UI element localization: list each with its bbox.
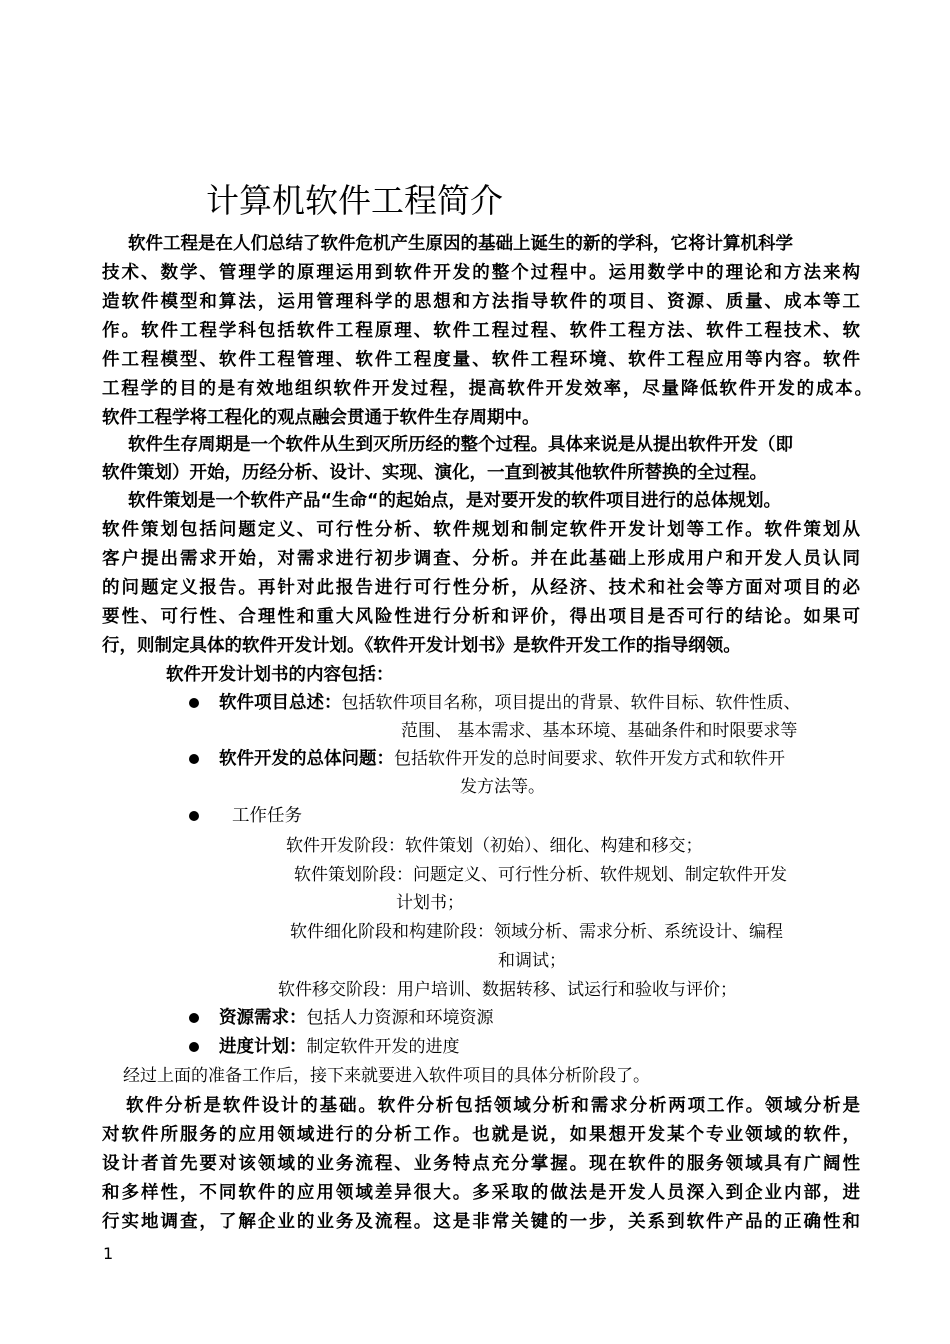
- bullet-resource: [219, 1004, 494, 1033]
- tasks-label: 工作任务: [232, 806, 302, 826]
- page-title: 计算机软件工程简介: [206, 181, 503, 220]
- resource-label: 资源需求：: [219, 1008, 307, 1028]
- p1-line-6: 工程学的目的是有效地组织软件开发过程，提高软件开发效率，尽量降低软件开发的成本。: [102, 379, 872, 399]
- bullet-schedule: [219, 1033, 460, 1062]
- p4-line-4: 和多样性，不同软件的应用领域差异很大。多采取的做法是开发人员深入到企业内部，进: [102, 1183, 860, 1203]
- overview-text-cont: 范围、 基本需求、基本环境、基础条件和时限要求等: [401, 721, 798, 741]
- bullet-dot-icon: [189, 698, 199, 708]
- resource-text: 包括人力资源和环境资源: [306, 1008, 494, 1028]
- p1-line-5: 件工程模型、软件工程管理、软件工程度量、软件工程环境、软件工程应用等内容。软件: [102, 350, 860, 370]
- task-line-3: 计划书；: [396, 893, 464, 913]
- bullet-dot-icon: [189, 811, 199, 821]
- task-line-6: 软件移交阶段：用户培训、数据转移、试运行和验收与评价；: [278, 980, 737, 1000]
- p1-line-3: 造软件模型和算法，运用管理科学的思想和方法指导软件的项目、资源、质量、成本等工: [102, 292, 860, 312]
- p1-line-1: 软件工程是在人们总结了软件危机产生原因的基础上诞生的新的学科，它将计算机科学: [128, 234, 793, 254]
- p4-line-1: 软件分析是软件设计的基础。软件分析包括领域分析和需求分析两项工作。领域分析是: [126, 1096, 860, 1116]
- task-line-1: 软件开发阶段：软件策划（初始）、细化、构建和移交；: [286, 836, 703, 856]
- p4-line-5: 行实地调查，了解企业的业务及流程。这是非常关键的一步，关系到软件产品的正确性和: [102, 1212, 860, 1232]
- p4-line-2: 对软件所服务的应用领域进行的分析工作。也就是说，如果想开发某个专业领域的软件，: [102, 1125, 860, 1145]
- plan-intro: 软件开发计划书的内容包括：: [166, 665, 394, 685]
- task-line-5: 和调试；: [498, 951, 566, 971]
- schedule-label: 进度计划：: [219, 1037, 307, 1057]
- bullet-dot-icon: [189, 1013, 199, 1023]
- bullet-overview: [219, 689, 801, 718]
- p3-line-3: 客户提出需求开始，对需求进行初步调查、分析。并在此基础上形成用户和开发人员认同: [102, 549, 860, 569]
- p1-line-2: 技术、数学、管理学的原理运用到软件开发的整个过程中。运用数学中的理论和方法来构: [102, 263, 860, 283]
- overview-text: 包括软件项目名称，项目提出的背景、软件目标、软件性质、: [341, 693, 801, 713]
- page-number: 1: [103, 1244, 114, 1263]
- p3-line-6: 行，则制定具体的软件开发计划。《软件开发计划书》是软件开发工作的指导纲领。: [102, 636, 741, 656]
- bullet-dot-icon: [189, 1042, 199, 1052]
- p2-line-2: 软件策划）开始，历经分析、设计、实现、演化，一直到被其他软件所替换的全过程。: [102, 463, 767, 483]
- schedule-text: 制定软件开发的进度: [306, 1037, 460, 1057]
- p3-line-1: 软件策划是一个软件产品“生命“的起始点，是对要开发的软件项目进行的总体规划。: [128, 491, 782, 511]
- general-text: 包括软件开发的总时间要求、软件开发方式和软件开: [394, 749, 785, 769]
- p1-line-7: 软件工程学将工程化的观点融会贯通于软件生存周期中。: [102, 408, 540, 428]
- p3-line-2: 软件策划包括问题定义、可行性分析、软件规划和制定软件开发计划等工作。软件策划从: [102, 520, 860, 540]
- p1-line-4: 作。软件工程学科包括软件工程原理、软件工程过程、软件工程方法、软件工程技术、软: [102, 321, 860, 341]
- overview-label: 软件项目总述：: [219, 693, 342, 713]
- p2-line-1: 软件生存周期是一个软件从生到灭所历经的整个过程。具体来说是从提出软件开发（即: [128, 435, 793, 455]
- bullet-general: [219, 745, 785, 774]
- transition-line: 经过上面的准备工作后，接下来就要进入软件项目的具体分析阶段了。: [123, 1066, 650, 1086]
- general-text-cont: 发方法等。: [460, 777, 545, 797]
- p3-line-4: 的问题定义报告。再针对此报告进行可行性分析，从经济、技术和社会等方面对项目的必: [102, 578, 860, 598]
- bullet-dot-icon: [189, 754, 199, 764]
- task-line-4: 软件细化阶段和构建阶段：领域分析、需求分析、系统设计、编程: [290, 922, 783, 942]
- general-label: 软件开发的总体问题：: [219, 749, 394, 769]
- task-line-2: 软件策划阶段：问题定义、可行性分析、软件规划、制定软件开发: [294, 865, 787, 885]
- p4-line-3: 设计者首先要对该领域的业务流程、业务特点充分掌握。现在软件的服务领域具有广阔性: [102, 1154, 860, 1174]
- p3-line-5: 要性、可行性、合理性和重大风险性进行分析和评价，得出项目是否可行的结论。如果可: [102, 607, 860, 627]
